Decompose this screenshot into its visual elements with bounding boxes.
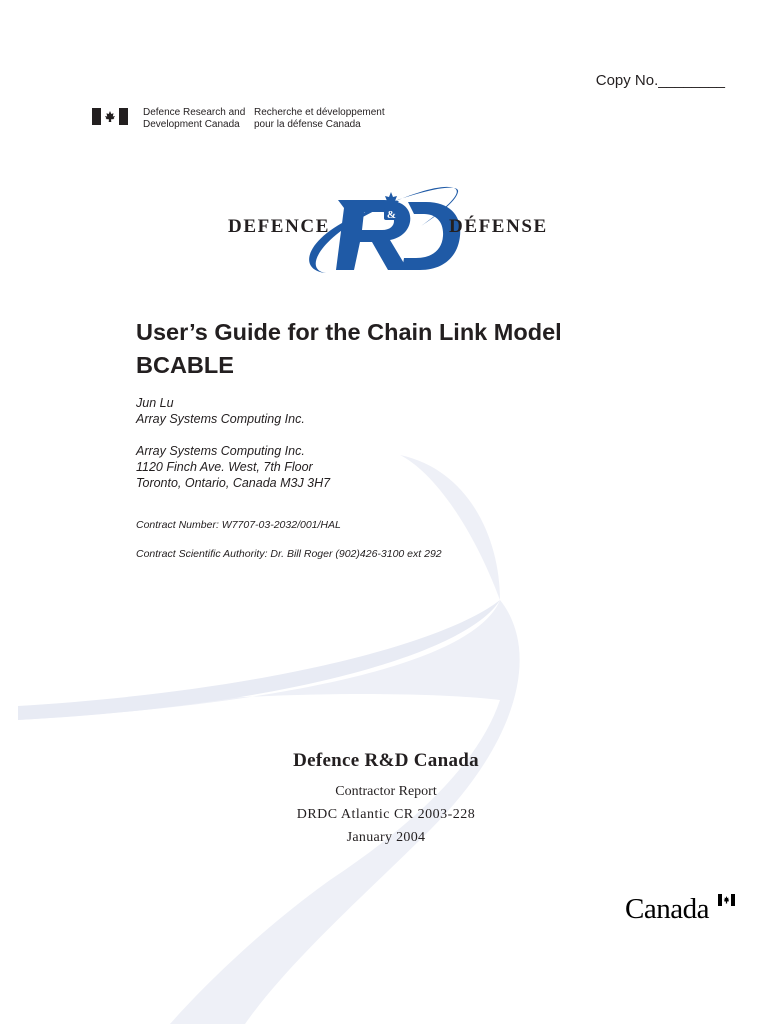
department-name-english: Defence Research and Development Canada [143, 107, 246, 130]
department-name-french: Recherche et développement pour la défense Canada [254, 107, 385, 130]
svg-text:&: & [386, 209, 397, 221]
document-title: User’s Guide for the Chain Link Model BCABLE [136, 319, 562, 378]
author-block [136, 395, 305, 427]
wordmark-defence: DEFENCE [228, 216, 330, 237]
scientific-authority: Contract Scientific Authority: Dr. Bill Roger (902)426-3100 ext 292 [136, 548, 442, 560]
contract-number: Contract Number: W7707-03-2032/001/HAL [136, 519, 341, 531]
report-type: Contractor Report [335, 784, 437, 799]
copy-number: Copy No.________ [595, 72, 725, 89]
author-name: Jun Lu [136, 396, 174, 410]
contractor-address: Array Systems Computing Inc. 1120 Finch Ave. West, 7th Floor Toronto, Ontario, Canada M3J 3H7 [136, 444, 331, 490]
report-number: DRDC Atlantic CR 2003-228 [296, 807, 476, 822]
canada-wordmark-flag-icon [718, 894, 735, 906]
canada-flag-icon [92, 108, 128, 125]
wordmark-defense: DÉFENSE [449, 216, 548, 237]
author-organization: Array Systems Computing Inc. [136, 412, 305, 426]
organization-name: Defence R&D Canada [293, 750, 479, 771]
canada-wordmark [625, 893, 737, 933]
report-date: January 2004 [346, 830, 426, 845]
canada-wordmark-text: Canada [625, 893, 709, 925]
